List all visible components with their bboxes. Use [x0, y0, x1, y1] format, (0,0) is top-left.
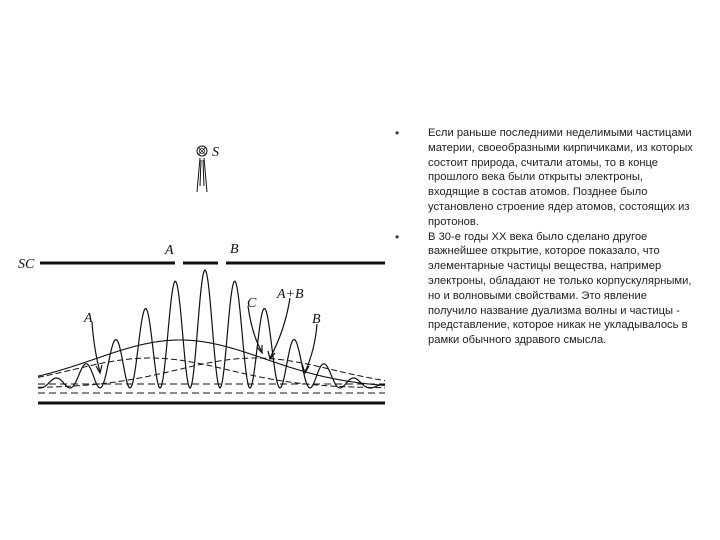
curve-sum-label: A+B — [277, 287, 304, 302]
curve-b-label: B — [312, 312, 321, 327]
curve-b — [38, 358, 385, 387]
bullet-item — [395, 126, 695, 230]
curve-arrows — [92, 298, 317, 373]
screen-label: SC — [18, 257, 35, 272]
bullet-dot: • — [395, 126, 400, 140]
source-beam — [197, 158, 207, 192]
intensity-curves — [38, 270, 385, 393]
bullet-text: Если раньше последними неделимыми частицами материи, своеобразными кирпичиками, из которых состоит природа, считали атомы, то в конце прошлого века были открыты электроны, входящие в состав атомов. Позднее было установлено строение ядер атомов, состоящих из протонов. — [428, 127, 693, 228]
bullet-text: В 30-е годы XX века было сделано другое важнейшее открытие, которое показало, что элементарные частицы вещества, например электроны, обладают не только корпускулярными, но и волновыми свойствами. Это явление получило название дуализма волны и частицы - представление, которое никак не укладывалось в рамки обычного здравого смысла. — [428, 230, 692, 347]
curve-a-label: A — [84, 311, 93, 326]
slit-a-label: A — [165, 243, 174, 258]
slit-b-label: B — [230, 242, 239, 257]
source-icon — [197, 146, 207, 156]
bullet-dot: • — [395, 229, 400, 244]
source-label: S — [212, 145, 219, 160]
curve-c-label: C — [247, 296, 257, 311]
text-panel — [395, 126, 695, 348]
bullet-item — [395, 230, 695, 348]
